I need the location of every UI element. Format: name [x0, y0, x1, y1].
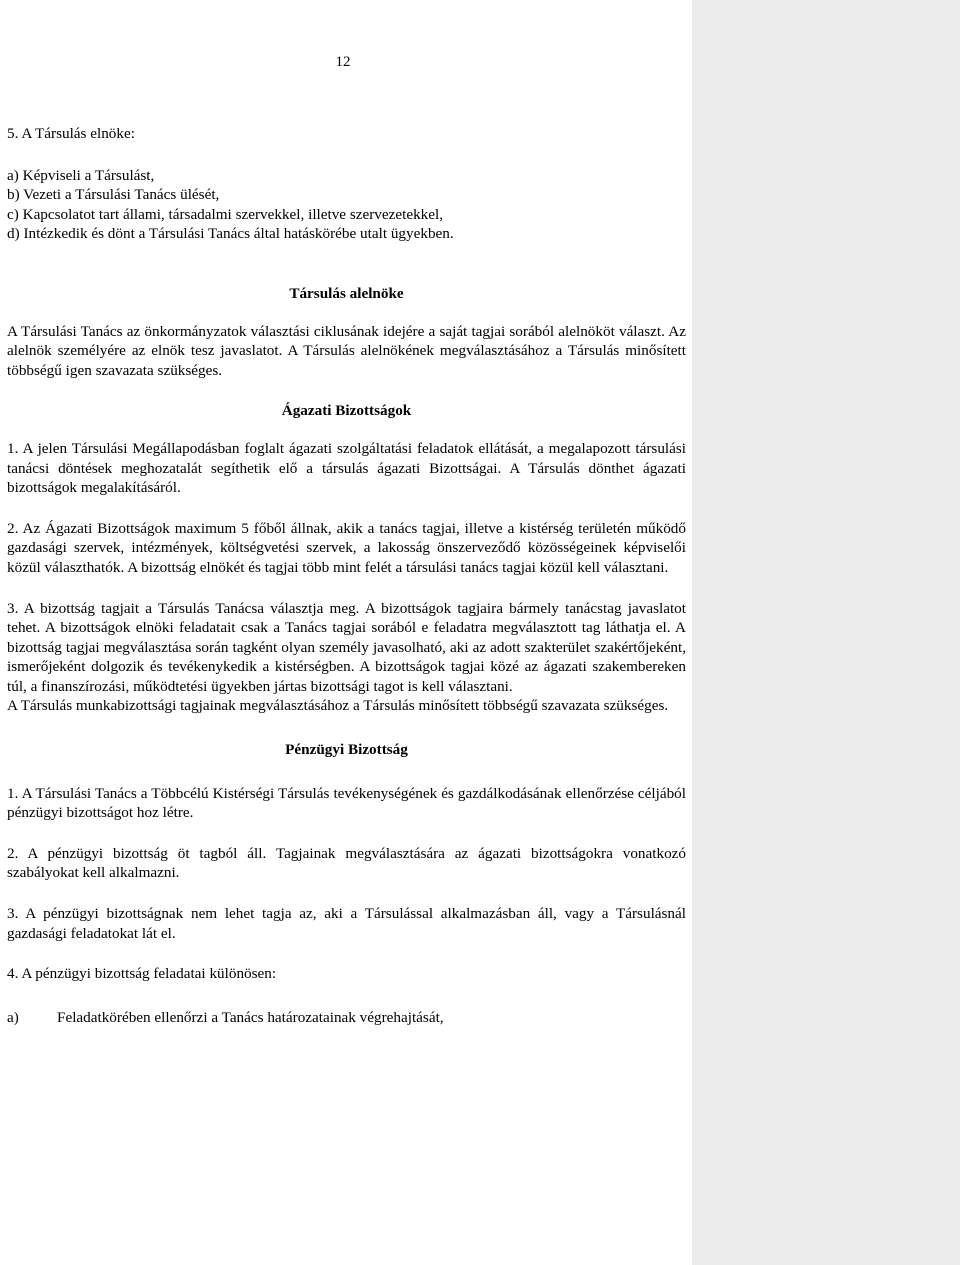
document-body	[7, 124, 686, 1027]
penzugyi-heading: Pénzügyi Bizottság	[285, 741, 408, 759]
agazati-heading: Ágazati Bizottságok	[281, 402, 412, 420]
section5-item-b: b) Vezeti a Társulási Tanács ülését,	[7, 186, 220, 204]
penzugyi-item-a	[7, 1008, 686, 1028]
page-number: 12	[335, 54, 351, 70]
item-a-text: Feladatkörében ellenőrzi a Tanács határozatainak végrehajtását,	[57, 1008, 444, 1026]
section5-list	[7, 166, 686, 244]
alelnok-heading: Társulás alelnöke	[289, 284, 404, 302]
section5-item-a: a) Képviseli a Társulást,	[7, 166, 155, 184]
agazati-p1: 1. A jelen Társulási Megállapodásban foglalt ágazati szolgáltatási feladatok ellátását, a megalapozott társulási tanácsi döntések meghozatalát segíthetik elő a társulás ágazati Bizottságai. A Társulás dönthet ágazati bizottságok megalakításáról.	[7, 439, 686, 497]
penzugyi-p3: 3. A pénzügyi bizottságnak nem lehet tagja az, aki a Társulással alkalmazásban áll, vagy a Társulásnál gazdasági feladatokat lát el.	[7, 905, 686, 942]
penzugyi-p1: 1. A Társulási Tanács a Többcélú Kistérségi Társulás tevékenységének és gazdálkodásának ellenőrzése céljából pénzügyi bizottságot hoz létre.	[7, 784, 686, 822]
comment-margin	[692, 0, 960, 1265]
agazati-p3: 3. A bizottság tagjait a Társulás Tanácsa választja meg. A bizottságok tagjaira bármely tanácstag javaslatot tehet. A bizottságok elnöki feladatait csak a Tanács tagjai sorából e feladatra megválasztott tag láthatja el. A bizottság tagjai megválasztása során tagként olyan személy javasolható, aki az adott szakterület szakértőjeként, ismerőjeként dolgozik és tevékenykedik a kistérségben. A bizottságok tagjai közé az ágazati szakembereken túl, a finanszírozási, működtetési ügyekben jártas bizottsági tagot is kell választani.	[7, 599, 686, 695]
penzugyi-p2: 2. A pénzügyi bizottság öt tagból áll. Tagjainak megválasztására az ágazati bizottságokra vonatkozó szabályokat kell alkalmazni.	[7, 844, 686, 882]
section5-title: 5. A Társulás elnöke:	[7, 125, 135, 142]
agazati-p2: 2. Az Ágazati Bizottságok maximum 5 főből állnak, akik a tanács tagjai, illetve a kistérség területén működő gazdasági szervek, intézmények, költségvetési szervek, a lakosság önszerveződő közösségeinek képviselői közül választhatók. A bizottság elnökét és tagjai több mint felét a társulási tanács tagjai közül kell választani.	[7, 519, 686, 576]
section5-item-d: d) Intézkedik és dönt a Társulási Tanács által hatáskörébe utalt ügyekben.	[7, 225, 454, 243]
section5-item-c: c) Kapcsolatot tart állami, társadalmi szervekkel, illetve szervezetekkel,	[7, 205, 444, 223]
agazati-p3b: A Társulás munkabizottsági tagjainak megválasztásához a Társulás minősített többségű szavazata szükséges.	[7, 697, 669, 715]
item-a-marker: a)	[7, 1008, 19, 1026]
alelnok-paragraph: A Társulási Tanács az önkormányzatok választási ciklusának idejére a saját tagjai sorából alelnököt választ. Az alelnök személyére az elnök tesz javaslatot. A Társulás alelnökének megválasztásához a Társulás minősített többségű igen szavazata szükséges.	[7, 322, 686, 379]
penzugyi-p4: 4. A pénzügyi bizottság feladatai különösen:	[7, 965, 277, 983]
